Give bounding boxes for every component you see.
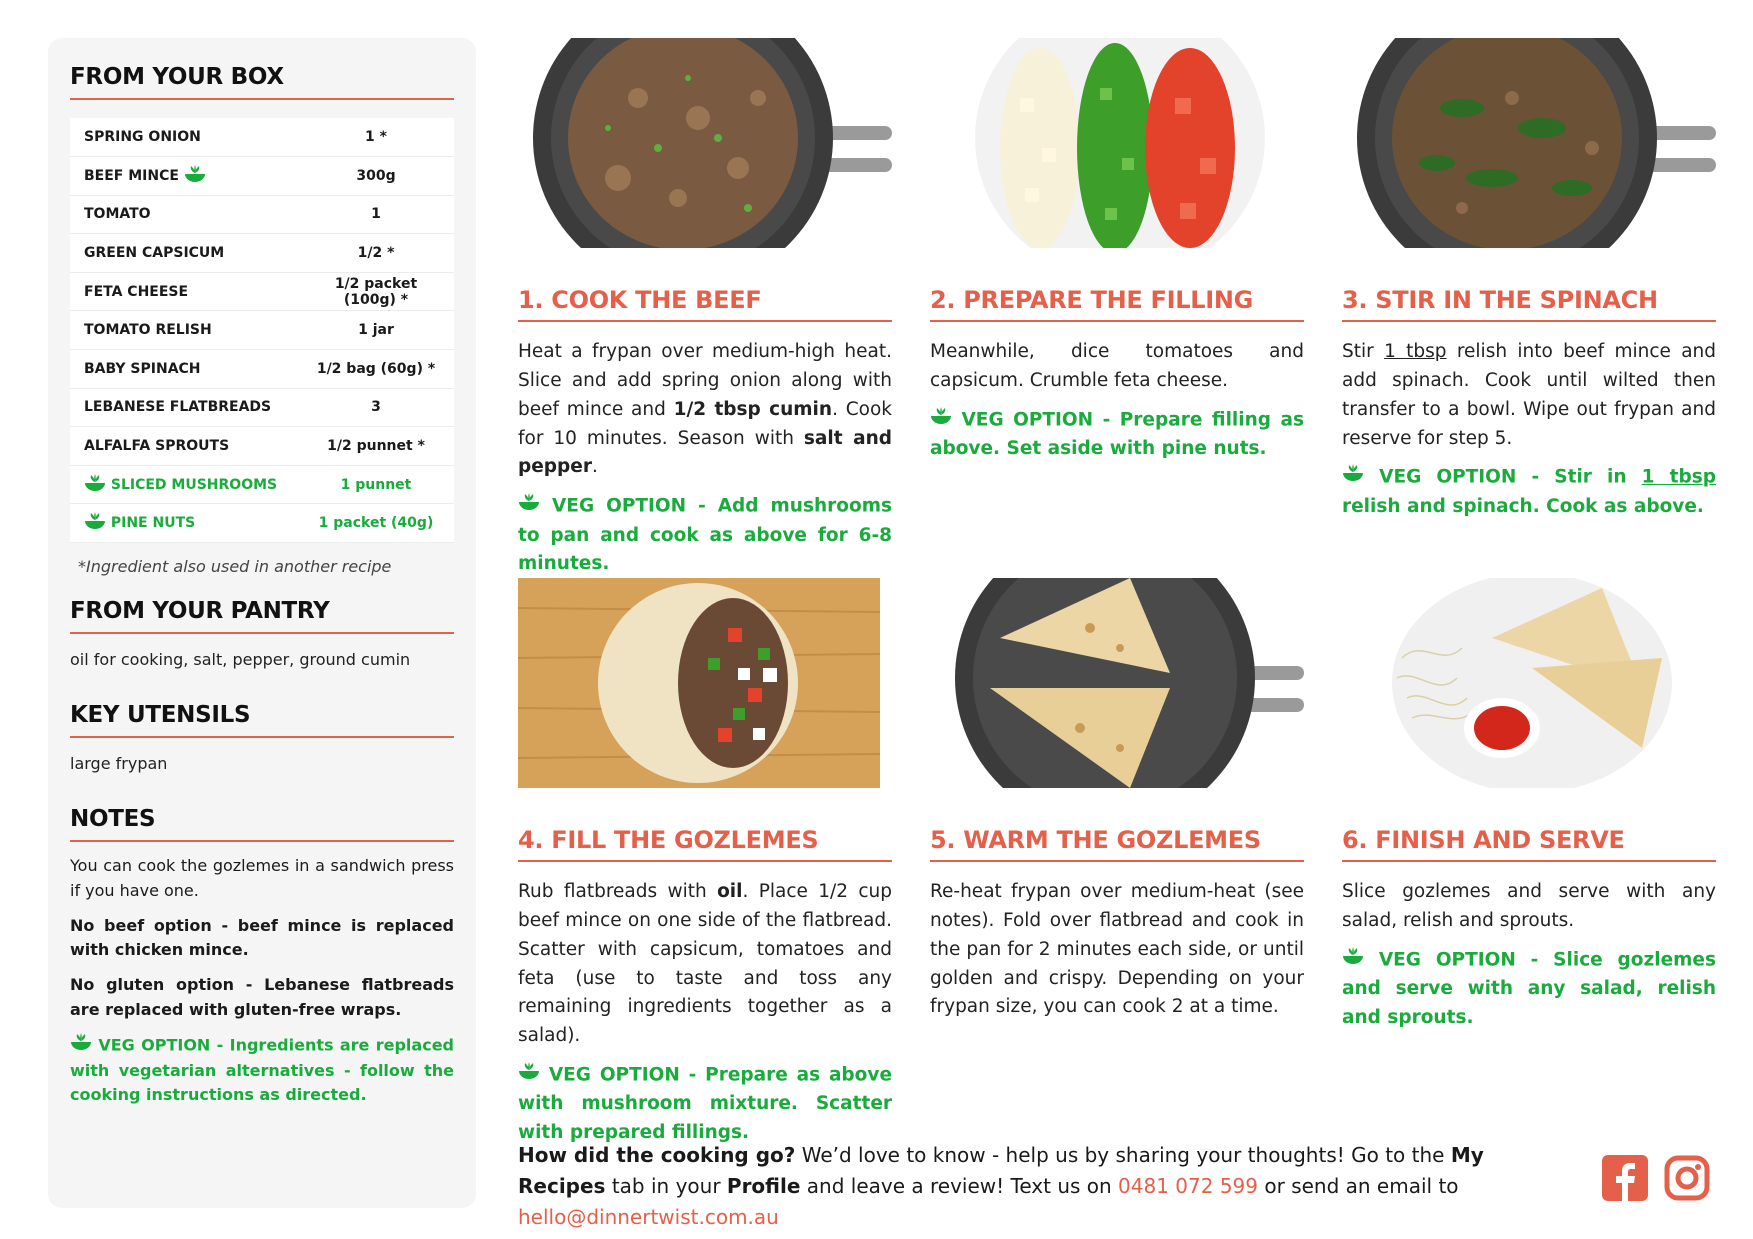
ingredient-quantity: 1 packet (40g) — [298, 504, 454, 543]
step-6-veg-option: VEG OPTION - Slice gozlemes and serve with any salad, relish and sprouts. — [1342, 946, 1716, 1033]
step-6-text: Slice gozlemes and serve with any salad, relish and sprouts. — [1342, 881, 1716, 931]
step-4-photo — [518, 578, 892, 788]
step-3-veg-option: VEG OPTION - Stir in 1 tbsp relish and spinach. Cook as above. — [1342, 463, 1716, 521]
veg-swap-icon — [184, 165, 206, 187]
note-no-beef: No beef option - beef mince is replaced with chicken mince. — [70, 915, 454, 960]
veg-leaf-icon — [518, 1061, 540, 1090]
ingredient-row — [70, 465, 454, 504]
instagram-icon[interactable] — [1664, 1155, 1710, 1205]
ingredients-table — [70, 118, 454, 543]
notes-list — [70, 854, 454, 1108]
step-4-text: Rub flatbreads with oil. Place 1/2 cup beef mince on one side of the flatbread. Scatter with capsicum, tomatoes and feta (use to taste and toss any remaining ingredients together as a salad). — [518, 881, 893, 1047]
feedback-footer: How did the cooking go? We’d love to know - help us by sharing your thoughts! Go to the My Recipes tab in your Profile and leave a review! Text us on 0481 072 599 or send an email to hello@dinnertwist.com.au — [518, 1143, 1484, 1229]
step-2 — [930, 38, 1304, 464]
pantry-text: oil for cooking, salt, pepper, ground cumin — [70, 650, 411, 670]
step-6 — [1342, 578, 1716, 1033]
ingredient-row — [70, 350, 454, 389]
step-4-title: 4. FILL THE GOZLEMES — [518, 826, 892, 862]
ingredient-row — [70, 118, 454, 157]
email-link[interactable]: hello@dinnertwist.com.au — [518, 1205, 779, 1229]
from-your-pantry-title: FROM YOUR PANTRY — [70, 598, 454, 634]
ingredient-row — [70, 272, 454, 311]
step-6-photo — [1342, 578, 1716, 788]
step-2-title: 2. PREPARE THE FILLING — [930, 286, 1304, 322]
ingredient-name: GREEN CAPSICUM — [70, 234, 298, 273]
step-5 — [930, 578, 1304, 1022]
veg-leaf-icon — [930, 406, 952, 435]
ingredient-quantity: 1/2 punnet * — [298, 427, 454, 466]
ingredient-quantity: 1 * — [298, 118, 454, 157]
veg-leaf-icon — [518, 492, 540, 521]
veg-leaf-icon — [70, 1033, 92, 1059]
step-2-text: Meanwhile, dice tomatoes and capsicum. Crumble feta cheese. — [930, 341, 1304, 391]
step-5-title: 5. WARM THE GOZLEMES — [930, 826, 1304, 862]
utensils-text: large frypan — [70, 754, 168, 774]
step-5-photo — [930, 578, 1304, 788]
step-2-veg-option: VEG OPTION - Prepare filling as above. Set aside with pine nuts. — [930, 406, 1304, 464]
step-4-veg-option: VEG OPTION - Prepare as above with mushroom mixture. Scatter with prepared fillings. — [518, 1061, 892, 1148]
step-6-title: 6. FINISH AND SERVE — [1342, 826, 1716, 862]
note-sandwich-press: You can cook the gozlemes in a sandwich press if you have one. — [70, 856, 454, 900]
ingredient-row — [70, 234, 454, 273]
ingredient-quantity: 1/2 packet (100g) * — [298, 272, 454, 311]
facebook-icon[interactable] — [1602, 1155, 1648, 1205]
phone-link[interactable]: 0481 072 599 — [1118, 1174, 1259, 1198]
ingredient-quantity: 3 — [298, 388, 454, 427]
ingredient-row — [70, 195, 454, 234]
step-5-text: Re-heat frypan over medium-heat (see notes). Fold over flatbread and cook in the pan for 2 minutes each side, or until golden and crispy. Depending on your frypan size, you can cook 2 at a time. — [930, 881, 1304, 1018]
ingredient-name: SLICED MUSHROOMS — [70, 465, 298, 504]
ingredient-quantity: 300g — [298, 157, 454, 196]
step-1-veg-option: VEG OPTION - Add mushrooms to pan and cook as above for 6-8 minutes. — [518, 492, 892, 579]
ingredient-name: TOMATO RELISH — [70, 311, 298, 350]
step-3-title: 3. STIR IN THE SPINACH — [1342, 286, 1716, 322]
ingredient-footnote: *Ingredient also used in another recipe — [78, 557, 392, 577]
ingredient-name: TOMATO — [70, 195, 298, 234]
veg-leaf-icon — [1342, 463, 1364, 492]
ingredient-name: LEBANESE FLATBREADS — [70, 388, 298, 427]
ingredient-name: BEEF MINCE — [70, 157, 298, 196]
step-3 — [1342, 38, 1716, 522]
ingredient-row — [70, 157, 454, 196]
ingredient-row — [70, 388, 454, 427]
ingredient-quantity: 1 — [298, 195, 454, 234]
step-1-title: 1. COOK THE BEEF — [518, 286, 892, 322]
my-recipes-label: My Recipes — [518, 1143, 1484, 1198]
step-3-text: Stir 1 tbsp relish into beef mince and add spinach. Cook until wilted then transfer to a bowl. Wipe out frypan and reserve for step 5. — [1342, 341, 1717, 449]
veg-leaf-icon — [84, 512, 106, 534]
ingredient-name: BABY SPINACH — [70, 350, 298, 389]
ingredient-name: PINE NUTS — [70, 504, 298, 543]
veg-leaf-icon — [1342, 946, 1364, 975]
ingredients-sidebar — [48, 38, 476, 1208]
step-3-photo — [1342, 38, 1716, 248]
step-4 — [518, 578, 892, 1148]
feedback-question: How did the cooking go? — [518, 1143, 796, 1167]
notes-title: NOTES — [70, 806, 454, 842]
step-2-photo — [930, 38, 1304, 248]
ingredient-quantity: 1/2 * — [298, 234, 454, 273]
ingredient-quantity: 1 jar — [298, 311, 454, 350]
from-your-box-title: FROM YOUR BOX — [70, 64, 454, 100]
profile-label: Profile — [726, 1174, 801, 1198]
ingredient-row — [70, 311, 454, 350]
note-veg-text: VEG OPTION - Ingredients are replaced with vegetarian alternatives - follow the cooking instructions as directed. — [70, 1035, 454, 1105]
ingredient-name: FETA CHEESE — [70, 272, 298, 311]
step-1-text: Heat a frypan over medium-high heat. Slice and add spring onion along with beef mince and 1/2 tbsp cumin. Cook for 10 minutes. Season with salt and pepper. — [518, 341, 892, 478]
veg-leaf-icon — [84, 474, 106, 496]
ingredient-row — [70, 504, 454, 543]
ingredient-row — [70, 427, 454, 466]
step-1-photo — [518, 38, 892, 248]
note-no-gluten: No gluten option - Lebanese flatbreads are replaced with gluten-free wraps. — [70, 975, 454, 1020]
ingredient-quantity: 1/2 bag (60g) * — [298, 350, 454, 389]
ingredient-name: SPRING ONION — [70, 118, 298, 157]
note-veg-option — [70, 1033, 454, 1108]
ingredient-name: ALFALFA SPROUTS — [70, 427, 298, 466]
key-utensils-title: KEY UTENSILS — [70, 702, 454, 738]
step-1 — [518, 38, 892, 579]
ingredient-quantity: 1 punnet — [298, 465, 454, 504]
